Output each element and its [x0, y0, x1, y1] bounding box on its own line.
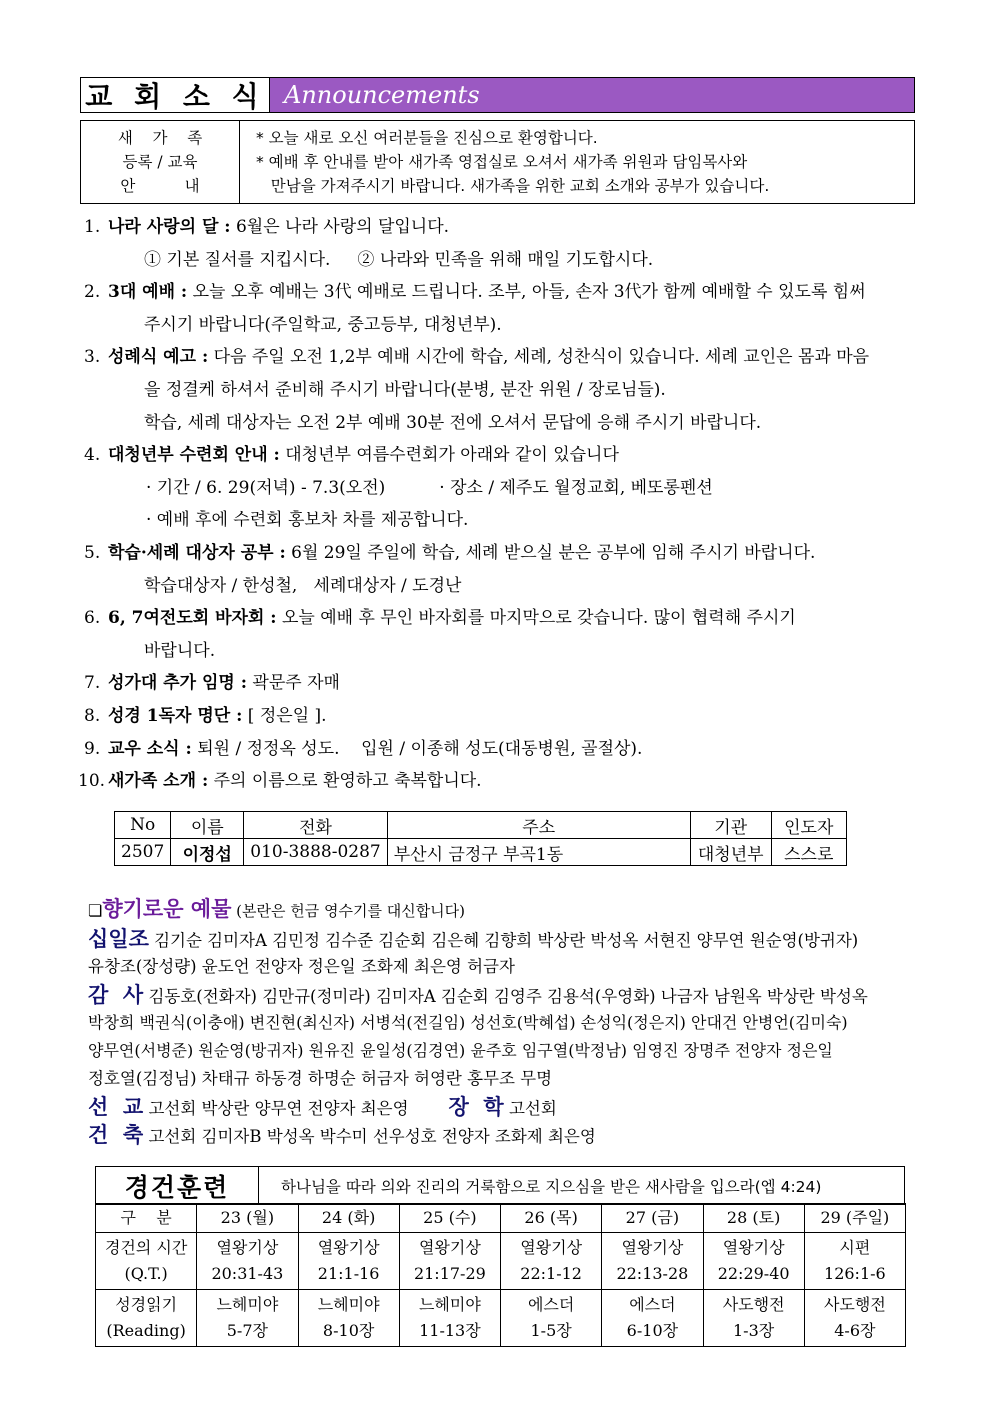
- book: 열왕기상: [418, 1238, 481, 1257]
- table-cell: [501, 1290, 602, 1347]
- column-header: 이름: [171, 812, 244, 839]
- range: 22:1-12: [520, 1264, 582, 1283]
- row-label-line: 경건의 시간: [104, 1238, 188, 1257]
- announcement-list: [78, 211, 904, 798]
- checkbox-bullet-icon: ❏: [88, 901, 103, 920]
- table-cell: [298, 1290, 399, 1347]
- offering-names: 고선회: [503, 1099, 557, 1118]
- item-title: 대청년부 수련회 안내 :: [108, 445, 280, 466]
- table-row: [96, 1290, 906, 1347]
- list-item: [84, 211, 904, 244]
- devotion-header: [95, 1166, 905, 1205]
- offering-names: 김동호(전화자) 김만규(정미라) 김미자A 김순회 김영주 김용석(우영화) 나금자 남원옥 박상란 박성옥: [143, 987, 868, 1006]
- item-number: 6.: [84, 608, 101, 629]
- day-header: 27 (금): [602, 1204, 703, 1233]
- item-title: 학습·세례 대상자 공부 :: [108, 542, 286, 563]
- book: 열왕기상: [317, 1238, 380, 1257]
- table-cell: [602, 1290, 703, 1347]
- range: 11-13장: [419, 1321, 481, 1340]
- range: 20:31-43: [211, 1264, 284, 1283]
- item-text: 오늘 예배 후 무인 바자회를 마지막으로 갖습니다. 많이 협력해 주시기: [276, 608, 796, 629]
- offering-note: (본란은 헌금 영수기를 대신합니다): [231, 902, 466, 920]
- book: 에스더: [629, 1295, 676, 1314]
- item-text: 퇴원 / 정정옥 성도. 입원 / 이종해 성도(대동병원, 골절상).: [191, 738, 643, 759]
- list-item: [84, 602, 904, 635]
- list-item: [84, 439, 904, 472]
- offering-names: 정호열(김정님) 차태규 하동경 하명순 허금자 허영란 홍무조 무명: [88, 1069, 553, 1088]
- table-cell: [703, 1233, 804, 1290]
- table-cell: 대청년부: [690, 839, 771, 866]
- offering-heading: [88, 893, 908, 925]
- devotion-verse: 하나님을 따라 의와 진리의 거룩함으로 지으심을 받은 새사람을 입으라(엡 4:24): [281, 1177, 822, 1196]
- item-number: 1.: [84, 217, 101, 237]
- offering-line: [88, 925, 908, 953]
- table-cell: [197, 1233, 298, 1290]
- item-title: 교우 소식 :: [108, 738, 192, 759]
- offering-title: 향기로운 예물: [102, 896, 232, 921]
- welcome-line: 만남을 가져주시기 바랍니다. 새가족을 위한 교회 소개와 공부가 있습니다.: [256, 177, 770, 195]
- book: 열왕기상: [520, 1238, 583, 1257]
- item-number: 8.: [84, 705, 101, 726]
- range: 6-10장: [626, 1321, 679, 1340]
- day-header: 23 (월): [197, 1204, 298, 1233]
- day-header: 28 (토): [703, 1204, 804, 1233]
- table-cell: [399, 1233, 500, 1290]
- announcements-header: [80, 77, 915, 113]
- range: 21:17-29: [413, 1264, 486, 1283]
- item-number: 7.: [84, 673, 101, 694]
- book: 사도행전: [722, 1295, 785, 1314]
- row-label: [96, 1233, 197, 1290]
- range: 8-10장: [322, 1321, 375, 1340]
- table-cell: 부산시 금정구 부곡1동: [387, 839, 690, 866]
- book: 느헤미야: [317, 1295, 380, 1314]
- item-subline: · 기간 / 6. 29(저녁) - 7.3(오전) · 장소 / 제주도 월정교회, 베또롱펜션: [146, 477, 713, 498]
- range: 126:1-6: [824, 1264, 886, 1283]
- offering-line: [88, 1121, 908, 1149]
- header-title-english: Announcements: [270, 78, 914, 112]
- offering-names: 박창희 백권식(이충애) 변진현(최신자) 서병석(전길임) 성선호(박혜섭) 손성익(정은지) 안대건 안병언(김미숙): [88, 1013, 848, 1032]
- range: 5-7장: [226, 1321, 268, 1340]
- offering-names: 고선회 박상란 양무연 전양자 최은영: [143, 1099, 409, 1118]
- column-header: 구 분: [96, 1204, 197, 1233]
- item-number: 10.: [78, 771, 106, 792]
- item-number: 2.: [84, 282, 101, 303]
- range: 4-6장: [834, 1321, 876, 1340]
- list-item: [84, 700, 904, 733]
- book: 사도행전: [823, 1295, 886, 1314]
- item-text: 대청년부 여름수련회가 아래와 같이 있습니다: [279, 445, 619, 466]
- table-cell: [804, 1233, 905, 1290]
- book: 에스더: [527, 1295, 575, 1314]
- item-subline: 학습대상자 / 한성철, 세례대상자 / 도경난: [144, 575, 462, 596]
- table-cell: [197, 1290, 298, 1347]
- book: 느헤미야: [418, 1295, 481, 1314]
- thanks-label: 감 사: [88, 982, 144, 1007]
- book: 시편: [839, 1238, 871, 1257]
- table-cell: 스스로: [771, 839, 846, 866]
- welcome-line: * 오늘 새로 오신 여러분들을 진심으로 환영합니다.: [256, 129, 598, 147]
- item-text: [ 정은일 ].: [242, 705, 327, 726]
- table-row: [115, 839, 847, 866]
- list-item: [84, 733, 904, 766]
- devotion-table: [95, 1203, 906, 1347]
- item-text: 오늘 오후 예배는 3代 예배로 드립니다. 조부, 아들, 손자 3代가 함께 예배할 수 있도록 힘써: [187, 282, 866, 303]
- table-header-row: [96, 1204, 906, 1233]
- item-text: 곽문주 자매: [247, 673, 340, 694]
- column-header: 인도자: [771, 812, 846, 839]
- item-number: 9.: [84, 738, 101, 759]
- day-header: 26 (목): [501, 1204, 602, 1233]
- header-title-korean: 교 회 소 식: [81, 78, 270, 112]
- item-title: 3대 예배 :: [108, 282, 188, 303]
- range: 21:1-16: [317, 1264, 380, 1283]
- item-text: 6월은 나라 사랑의 달입니다.: [230, 217, 450, 237]
- offering-names: 고선회 김미자B 박성옥 박수미 선우성호 전양자 조화제 최은영: [143, 1127, 596, 1146]
- item-subline: 바랍니다.: [144, 640, 216, 661]
- range: 22:13-28: [616, 1264, 689, 1283]
- offering-names: 유창조(장성량) 윤도언 전양자 정은일 조화제 최은영 허금자: [88, 957, 515, 976]
- item-subline: 을 정결케 하셔서 준비해 주시기 바랍니다(분병, 분잔 위원 / 장로님들).: [144, 379, 666, 400]
- welcome-label: 새 가 족: [117, 129, 203, 147]
- column-header: 주소: [387, 812, 690, 839]
- table-row: [96, 1233, 906, 1290]
- list-item: [84, 667, 904, 700]
- row-label: [96, 1290, 197, 1347]
- table-cell: [602, 1233, 703, 1290]
- list-item: [84, 341, 904, 374]
- book: 열왕기상: [722, 1238, 785, 1257]
- item-number: 4.: [84, 445, 101, 466]
- table-cell: 010-3888-0287: [244, 839, 387, 866]
- item-number: 5.: [84, 542, 101, 563]
- item-title: 성례식 예고 :: [108, 347, 209, 368]
- item-text: 주의 이름으로 환영하고 축복합니다.: [208, 771, 482, 792]
- item-title: 새가족 소개 :: [108, 771, 209, 792]
- welcome-label: 안 내: [120, 177, 200, 195]
- welcome-label: 등록 / 교육: [122, 153, 198, 171]
- day-header: 25 (수): [399, 1204, 500, 1233]
- book: 열왕기상: [621, 1238, 684, 1257]
- book: 열왕기상: [216, 1238, 279, 1257]
- list-item: [84, 537, 904, 570]
- list-item: [78, 765, 904, 798]
- item-number: 3.: [84, 347, 101, 368]
- scholarship-label: 장 학: [448, 1094, 504, 1119]
- table-header-row: [115, 812, 847, 839]
- devotion-title: 경건훈련: [96, 1167, 259, 1204]
- offering-names: 김기순 김미자A 김민정 김수준 김순회 김은혜 김향희 박상란 박성옥 서현진 양무연 원순영(방귀자): [148, 931, 859, 950]
- range: 22:29-40: [717, 1264, 790, 1283]
- welcome-labels: [81, 121, 240, 203]
- welcome-text: [240, 121, 914, 203]
- table-cell: [804, 1290, 905, 1347]
- offering-line: [88, 1093, 908, 1121]
- item-subline: 학습, 세례 대상자는 오전 2부 예배 30분 전에 오셔서 문답에 응해 주시기 바랍니다.: [144, 412, 762, 433]
- offering-section: [88, 893, 908, 1149]
- building-label: 건 축: [88, 1122, 144, 1147]
- item-subline: ① 기본 질서를 지킵시다. ② 나라와 민족을 위해 매일 기도합시다.: [144, 249, 654, 270]
- table-cell: [399, 1290, 500, 1347]
- offering-names: 양무연(서병준) 원순영(방귀자) 원유진 윤일성(김경연) 윤주호 임구열(박정남) 임영진 장명주 전양자 정은일: [88, 1041, 833, 1060]
- table-cell: 2507: [115, 839, 171, 866]
- item-title: 6, 7여전도회 바자회 :: [108, 608, 277, 629]
- book: 느헤미야: [216, 1295, 279, 1314]
- newcomer-table: [114, 811, 847, 866]
- day-header: 24 (화): [298, 1204, 399, 1233]
- item-text: 다음 주일 오전 1,2부 예배 시간에 학습, 세례, 성찬식이 있습니다. 세례 교인은 몸과 마음: [208, 347, 870, 368]
- newcomer-welcome-box: [80, 120, 915, 204]
- row-label-line: 성경읽기: [115, 1295, 178, 1314]
- tithe-label: 십일조: [88, 926, 149, 951]
- item-title: 성가대 추가 임명 :: [108, 673, 247, 694]
- welcome-line: * 예배 후 안내를 받아 새가족 영접실로 오셔서 새가족 위원과 담임목사와: [256, 153, 748, 171]
- item-title: 나라 사랑의 달 :: [108, 217, 231, 237]
- range: 1-3장: [733, 1321, 775, 1340]
- column-header: 기관: [690, 812, 771, 839]
- item-subline: 주시기 바랍니다(주일학교, 중고등부, 대청년부).: [144, 314, 502, 335]
- item-subline: · 예배 후에 수련회 홍보차 차를 제공합니다.: [146, 510, 469, 531]
- range: 1-5장: [530, 1321, 572, 1340]
- table-cell: [298, 1233, 399, 1290]
- table-cell: [703, 1290, 804, 1347]
- table-cell: 이정섭: [171, 839, 244, 866]
- row-label-line: (Q.T.): [124, 1264, 168, 1283]
- offering-line: [88, 981, 908, 1009]
- mission-label: 선 교: [88, 1094, 144, 1119]
- item-text: 6월 29일 주일에 학습, 세례 받으실 분은 공부에 임해 주시기 바랍니다.: [285, 542, 816, 563]
- item-title: 성경 1독자 명단 :: [108, 705, 243, 726]
- column-header: No: [115, 812, 171, 839]
- table-cell: [501, 1233, 602, 1290]
- row-label-line: (Reading): [106, 1321, 186, 1340]
- list-item: [84, 276, 904, 309]
- column-header: 전화: [244, 812, 387, 839]
- day-header: 29 (주일): [804, 1204, 905, 1233]
